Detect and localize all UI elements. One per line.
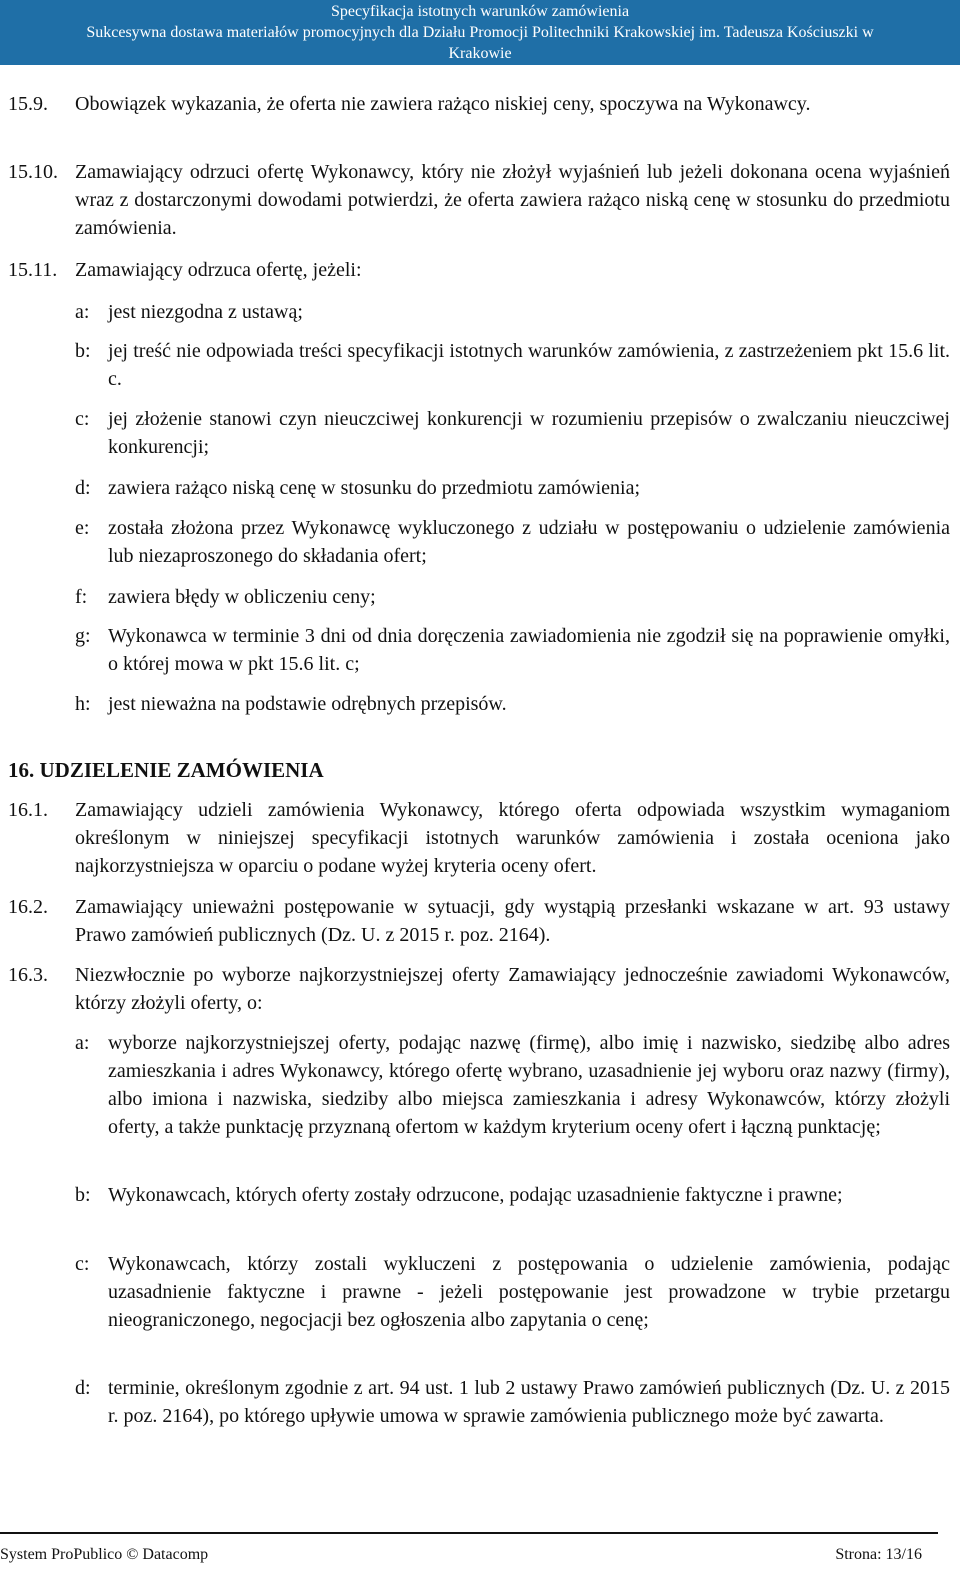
list-item: zawiera błędy w obliczeniu ceny;	[108, 586, 376, 608]
list-item: jest niezgodna z ustawą;	[108, 301, 303, 323]
list-item: Wykonawcach, których oferty zostały odrzucone, podając uzasadnienie faktyczne i prawne;	[108, 1184, 843, 1206]
list-label: c:	[75, 408, 90, 430]
section-number: 16.3.	[8, 964, 48, 986]
section-number: 16.2.	[8, 896, 48, 918]
paragraph-15-11: Zamawiający odrzuca ofertę, jeżeli:	[75, 259, 362, 281]
section-number: 15.9.	[8, 93, 48, 115]
footer-divider	[0, 1532, 938, 1534]
list-label: a:	[75, 1032, 90, 1054]
section-number: 15.11.	[8, 259, 58, 281]
section-number: 16.1.	[8, 799, 48, 821]
list-label: b:	[75, 1184, 91, 1206]
list-item: jej treść nie odpowiada treści specyfikacji istotnych warunków zamówienia, z zastrzeżeniem pkt 15.6 lit. c.	[108, 340, 950, 390]
header-subtitle-continued: Krakowie	[448, 45, 512, 62]
list-label: g:	[75, 625, 91, 647]
list-label: b:	[75, 340, 91, 362]
header-subtitle: Sukcesywna dostawa materiałów promocyjnych dla Działu Promocji Politechniki Krakowskiej im. Tadeusza Kościuszki w	[86, 24, 874, 41]
section-number: 15.10.	[8, 161, 58, 183]
paragraph-15-9: Obowiązek wykazania, że oferta nie zawiera rażąco niskiej ceny, spoczywa na Wykonawcy.	[75, 93, 811, 115]
list-label: e:	[75, 517, 90, 539]
list-label: d:	[75, 477, 91, 499]
list-item: Wykonawca w terminie 3 dni od dnia doręczenia zawiadomienia nie zgodził się na poprawienie omyłki, o której mowa w pkt 15.6 lit. c;	[108, 625, 950, 675]
list-item: Wykonawcach, którzy zostali wykluczeni z postępowania o udzielenie zamówienia, podając uzasadnienie faktyczne i prawne - jeżeli postępowanie jest prowadzone w trybie przetargu nieograniczonego, negocjacji bez ogłoszenia albo zapytania o cenę;	[108, 1253, 950, 1331]
list-item: jest nieważna na podstawie odrębnych przepisów.	[108, 693, 507, 715]
footer-left-text: System ProPublico © Datacomp	[0, 1546, 209, 1563]
list-label: f:	[75, 586, 88, 608]
page-number: Strona: 13/16	[835, 1546, 922, 1563]
list-label: h:	[75, 693, 91, 715]
list-item: została złożona przez Wykonawcę wykluczonego z udziału w postępowaniu o udzielenie zamówienia lub niezaproszonego do składania ofert;	[108, 517, 950, 567]
paragraph-16-3: Niezwłocznie po wyborze najkorzystniejszej oferty Zamawiający jednocześnie zawiadomi Wykonawców, którzy złożyli oferty, o:	[75, 964, 950, 1014]
paragraph-16-1: Zamawiający udzieli zamówienia Wykonawcy, którego oferta odpowiada wszystkim wymaganiom określonym w niniejszej specyfikacji istotnych warunków zamówienia i została oceniona jako najkorzystniejsza w oparciu o podane wyżej kryteria oceny ofert.	[75, 799, 950, 877]
section-heading: 16. UDZIELENIE ZAMÓWIENIA	[8, 758, 324, 782]
document-header	[0, 0, 960, 65]
header-title: Specyfikacja istotnych warunków zamówienia	[330, 3, 630, 20]
list-label: c:	[75, 1253, 90, 1275]
paragraph-15-10: Zamawiający odrzuci ofertę Wykonawcy, który nie złożył wyjaśnień lub jeżeli dokonana ocena wyjaśnień wraz z dostarczonymi dowodami potwierdzi, że oferta zawiera rażąco niską cenę w stosunku do przedmiotu zamówienia.	[75, 161, 950, 239]
list-item: wyborze najkorzystniejszej oferty, podając nazwę (firmę), albo imię i nazwisko, siedzibę albo adres zamieszkania i adres Wykonawcy, którego ofertę wybrano, uzasadnienie jej wyboru oraz nazwy (firmy), albo imiona i nazwiska, siedziby albo miejsca zamieszkania i adresy Wykonawców, którzy złożyli oferty, a także punktację przyznaną ofertom w każdym kryterium oceny ofert i łączną punktację;	[108, 1032, 950, 1138]
list-item: terminie, określonym zgodnie z art. 94 ust. 1 lub 2 ustawy Prawo zamówień publicznych (Dz. U. z 2015 r. poz. 2164), po którego upływie umowa w sprawie zamówienia publicznego może być zawarta.	[108, 1377, 950, 1427]
list-item: jej złożenie stanowi czyn nieuczciwej konkurencji w rozumieniu przepisów o zwalczaniu nieuczciwej konkurencji;	[108, 408, 950, 458]
list-label: a:	[75, 301, 90, 323]
paragraph-16-2: Zamawiający unieważni postępowanie w sytuacji, gdy wystąpią przesłanki wskazane w art. 93 ustawy Prawo zamówień publicznych (Dz. U. z 2015 r. poz. 2164).	[75, 896, 950, 946]
list-item: zawiera rażąco niską cenę w stosunku do przedmiotu zamówienia;	[108, 477, 641, 499]
list-label: d:	[75, 1377, 91, 1399]
